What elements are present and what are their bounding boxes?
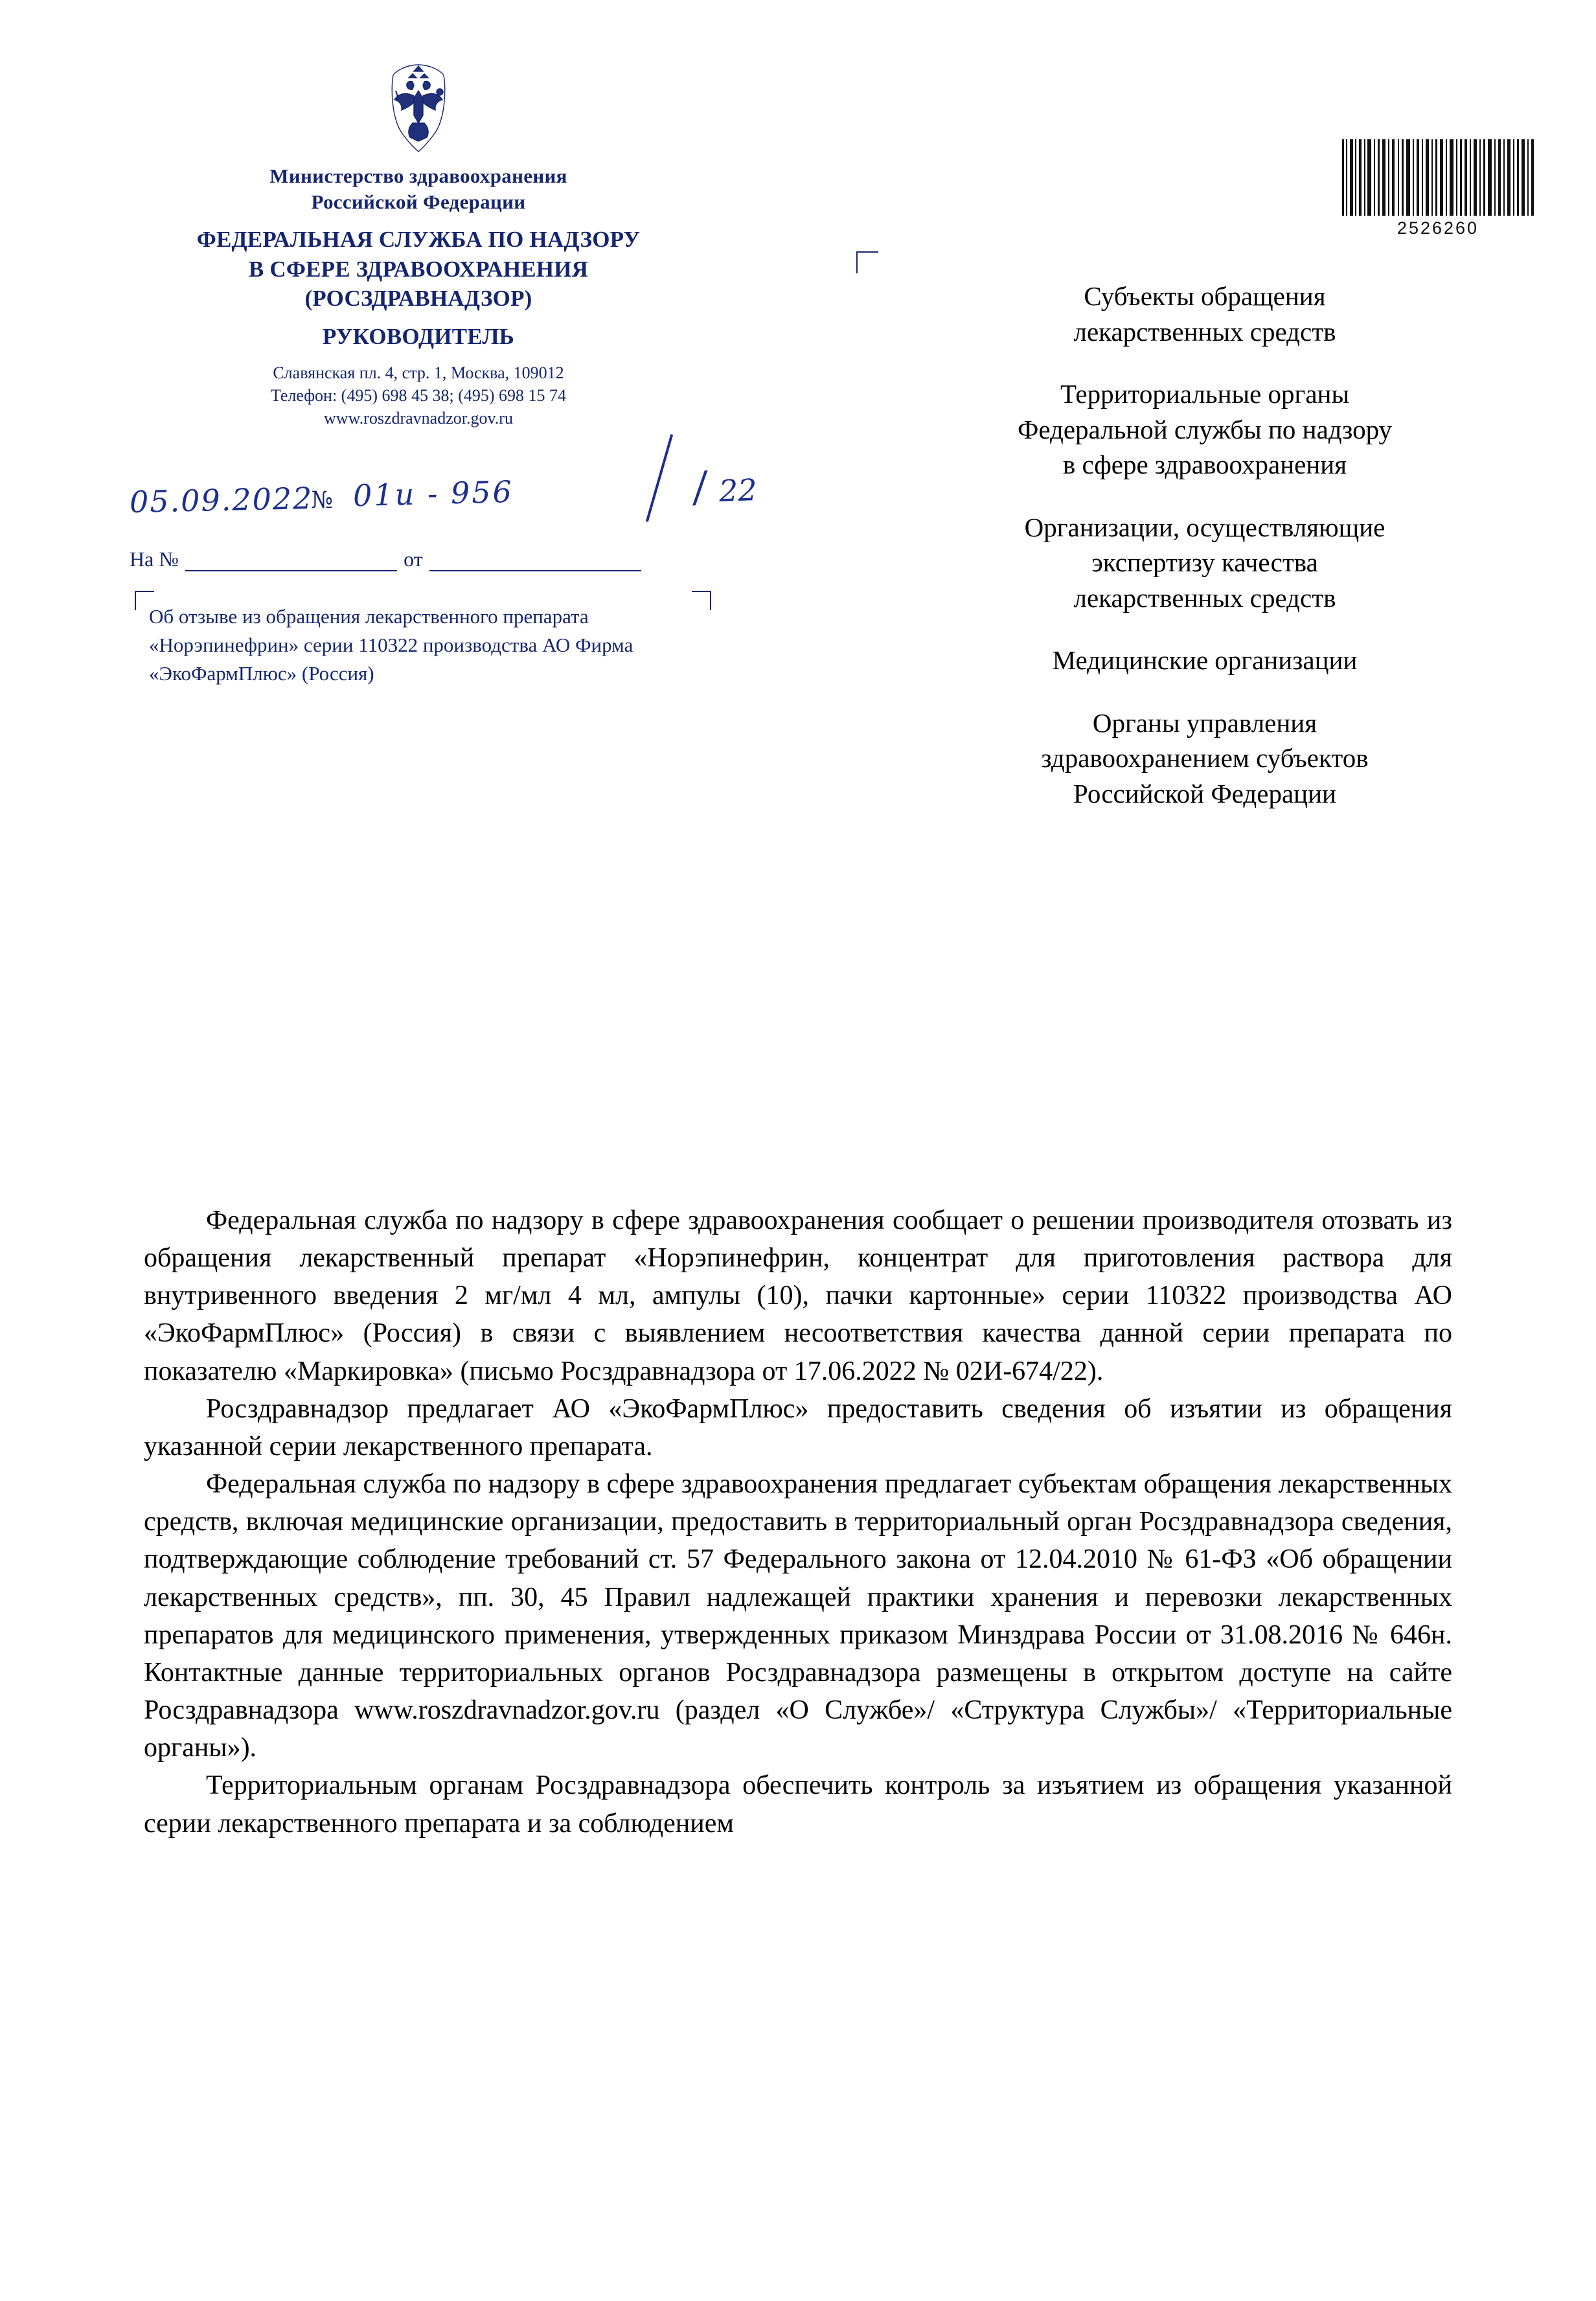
ministry-line-2: Российской Федерации xyxy=(311,190,526,213)
registration-number-handwritten: 01и - 956 xyxy=(352,474,514,514)
reply-number-field[interactable] xyxy=(185,552,397,571)
addressee-line: экспертизу качества xyxy=(1091,547,1318,578)
addressee-line: здравоохранением субъектов xyxy=(1041,743,1369,773)
addressee-item xyxy=(868,376,1542,483)
ministry-name xyxy=(127,163,710,214)
subject-block xyxy=(141,602,724,688)
ministry-line-1: Министерство здравоохранения xyxy=(269,165,567,187)
addressee-item xyxy=(868,279,1542,349)
postal-address: Славянская пл. 4, стр. 1, Москва, 109012 xyxy=(273,363,564,382)
letterhead-contacts xyxy=(127,361,710,429)
reply-date-field[interactable] xyxy=(429,552,641,571)
service-line-1: ФЕДЕРАЛЬНАЯ СЛУЖБА ПО НАДЗОРУ xyxy=(196,227,641,253)
letter-body xyxy=(144,1202,1452,1842)
chief-title: РУКОВОДИТЕЛЬ xyxy=(323,323,514,349)
addressee-line: Российской Федерации xyxy=(1073,778,1336,808)
website-url: www.roszdravnadzor.gov.ru xyxy=(324,409,513,428)
addressee-corner-top-left xyxy=(856,251,878,273)
addressee-line: Медицинские организации xyxy=(1052,645,1358,676)
reply-reference-line xyxy=(130,547,641,571)
number-sign: № xyxy=(311,487,334,514)
body-paragraph-3: Федеральная служба по надзору в сфере здравоохранения предлагает субъектам обращения лекарственных средств, включая медицинские организации, предоставить в территориальный орган Росздравнадзора сведения, подтверждающие соблюдение требований ст. 57 Федерального закона от 12.04.2010 № 61-ФЗ «Об обращении лекарственных средств», пп. 30, 45 Правил надлежащей практики хранения и перевозки лекарственных препаратов для медицинского применения, утвержденных приказом Минздрава России от 31.08.2016 № 646н. Контактные данные территориальных органов Росздравнадзора размещены в открытом доступе на сайте Росздравнадзора www.roszdravnadzor.gov.ru (раздел «О Службе»/ «Структура Службы»/ «Территориальные органы»). xyxy=(144,1469,1452,1763)
barcode-icon xyxy=(1341,139,1535,216)
service-name xyxy=(127,225,710,314)
addressee-item xyxy=(868,643,1542,678)
service-line-3: (РОСЗДРАВНАДЗОР) xyxy=(304,286,532,312)
body-paragraph-4: Территориальным органам Росздравнадзора обеспечить контроль за изъятием из обращения указанной серии лекарственного препарата и за соблюдением xyxy=(144,1770,1452,1838)
body-paragraph-1: Федеральная служба по надзору в сфере здравоохранения сообщает о решении производителя отозвать из обращения лекарственный препарат «Норэпинефрин, концентрат для приготовления раствора для внутривенного введения 2 мг/мл 4 мл, ампулы (10), пачки картонные» серии 110322 производства АО «ЭкоФармПлюс» (Россия) в связи с выявлением несоответствия качества данной серии препарата по показателю «Маркировка» (письмо Росздравнадзора от 17.06.2022 № 02И-674/22). xyxy=(144,1206,1452,1386)
phone-numbers: Телефон: (495) 698 45 38; (495) 698 15 74 xyxy=(270,385,567,405)
reply-date-label: от xyxy=(404,547,423,571)
service-line-2: В СФЕРЕ ЗДРАВООХРАНЕНИЯ xyxy=(248,256,589,282)
subject-corner-top-right xyxy=(692,591,711,610)
barcode-block xyxy=(1341,139,1535,238)
addressee-item xyxy=(868,705,1542,812)
registration-year-handwritten: 22 xyxy=(718,472,758,509)
letterhead xyxy=(127,60,710,429)
handwritten-stroke xyxy=(646,434,673,522)
addressee-line: лекарственных средств xyxy=(1073,316,1336,347)
addressee-line: в сфере здравоохранения xyxy=(1062,450,1347,480)
addressee-line: Территориальные органы xyxy=(1060,379,1350,409)
registration-date-handwritten: 05.09.2022 xyxy=(129,481,314,520)
addressee-item xyxy=(868,510,1542,616)
addressee-line: Субъекты обращения xyxy=(1084,281,1326,311)
reply-number-label: На № xyxy=(130,547,179,571)
addressee-line: Федеральной службы по надзору xyxy=(1017,414,1393,444)
subject-corner-top-left xyxy=(135,591,154,610)
body-paragraph-2: Росздравнадзор предлагает АО «ЭкоФармПлюс» предоставить сведения об изъятии из обращения указанной серии лекарственного препарата. xyxy=(144,1393,1452,1461)
addressee-list xyxy=(868,279,1542,811)
addressee-line: Организации, осуществляющие xyxy=(1024,512,1385,542)
registration-slash: / xyxy=(690,462,710,512)
subject-text: Об отзыве из обращения лекарственного препарата «Норэпинефрин» серии 110322 производства АО Фирма «ЭкоФармПлюс» (Россия) xyxy=(149,605,633,685)
addressee-line: лекарственных средств xyxy=(1073,582,1336,613)
addressee-line: Органы управления xyxy=(1092,707,1317,738)
russian-coat-of-arms-icon xyxy=(380,60,457,157)
barcode-number: 2526260 xyxy=(1396,218,1479,238)
